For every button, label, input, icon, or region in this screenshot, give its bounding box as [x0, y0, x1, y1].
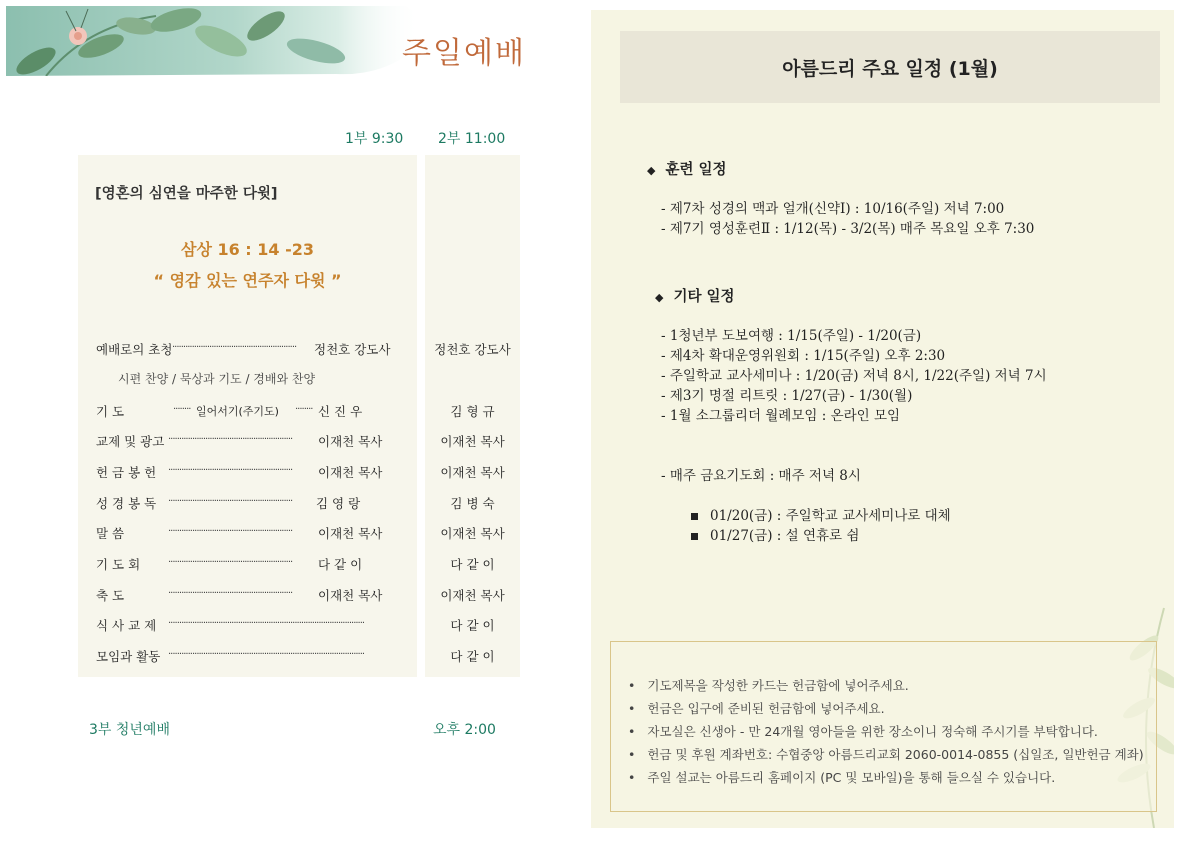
dot-leader: ·························································································· [168, 649, 365, 660]
training-item: - 제7차 성경의 맥과 얼개(신약Ⅰ) : 10/16(주일) 저녁 7:00 [661, 201, 1005, 217]
order-label: 축 도 [96, 588, 125, 603]
notice-item: • 기도제목을 작성한 카드는 헌금함에 넣어주세요. [628, 674, 1144, 697]
friday-sub-text: 01/27(금) : 설 연휴로 쉼 [710, 528, 860, 544]
banner-title: 주일예배 [402, 36, 526, 71]
notice-item: • 주일 설교는 아름드리 홈페이지 (PC 및 모바일)을 통해 들으실 수 있습니다. [628, 766, 1144, 789]
order-label: 헌 금 봉 헌 [96, 465, 157, 480]
diamond-bullet-icon: ◆ [647, 164, 656, 177]
other-heading-label: 기타 일정 [673, 289, 735, 305]
square-bullet-icon [691, 513, 698, 520]
schedule-page [591, 10, 1174, 828]
friday-sub-text: 01/20(금) : 주일학교 교사세미나로 대체 [710, 508, 951, 524]
notice-list [628, 674, 1144, 789]
dot-leader: ························································· [168, 557, 293, 568]
dot-leader: ········ [295, 404, 313, 415]
banner [6, 6, 526, 76]
order-label: 교제 및 광고 [96, 434, 165, 449]
other-heading [655, 285, 735, 306]
order-second-leader: 김 병 숙 [450, 496, 495, 511]
order-second-leader: 다 같 이 [450, 618, 495, 633]
order-label: 기 도 [96, 404, 125, 419]
order-label: 성 경 봉 독 [96, 496, 157, 511]
order-second-leader: 정천호 강도사 [434, 342, 511, 357]
first-service-time: 1부 9:30 [345, 131, 404, 147]
order-first-leader: 김 영 랑 [316, 496, 361, 511]
friday-prayer: - 매주 금요기도회 : 매주 저녁 8시 [661, 468, 861, 484]
order-second-leader: 이재천 목사 [440, 434, 505, 449]
order-label: 모임과 활동 [96, 649, 161, 664]
order-first-leader: 이재천 목사 [318, 588, 383, 603]
dot-leader: ························································· [168, 588, 293, 599]
dot-leader: ························································· [168, 465, 293, 476]
other-item: - 제3기 명절 리트릿 : 1/27(금) - 1/30(월) [661, 388, 913, 404]
other-item: - 1청년부 도보여행 : 1/15(주일) - 1/20(금) [661, 328, 922, 344]
order-first-leader: 이재천 목사 [318, 434, 383, 449]
training-heading [647, 158, 727, 179]
order-first-leader: 신 진 우 [318, 404, 363, 419]
dot-leader: ························································· [172, 342, 297, 353]
order-first-leader: 정천호 강도사 [314, 342, 391, 357]
order-second-leader: 다 같 이 [450, 557, 495, 572]
training-heading-label: 훈련 일정 [665, 162, 727, 178]
dot-leader: ························································· [168, 526, 293, 537]
order-first-leader: 이재천 목사 [318, 465, 383, 480]
sermon-scripture: 삼상 16 : 14 -23 [180, 240, 315, 259]
notice-box [610, 641, 1157, 812]
order-second-leader: 다 같 이 [450, 649, 495, 664]
order-label: 식 사 교 제 [96, 618, 157, 633]
other-item: - 주일학교 교사세미나 : 1/20(금) 저녁 8시, 1/22(주일) 저녁 7시 [661, 368, 1047, 384]
dot-leader: ·························································································· [168, 618, 365, 629]
diamond-bullet-icon: ◆ [655, 291, 664, 304]
dot-leader: ························································· [168, 434, 293, 445]
order-second-leader: 이재천 목사 [440, 526, 505, 541]
dot-leader: ········ [173, 404, 191, 415]
training-item: - 제7기 영성훈련Ⅱ : 1/12(목) - 3/2(목) 매주 목요일 오후 7:30 [661, 221, 1035, 237]
order-label: 기 도 회 [96, 557, 141, 572]
worship-sub-note: 시편 찬양 / 묵상과 기도 / 경배와 찬양 [118, 372, 316, 386]
youth-service-label: 3부 청년예배 [89, 722, 170, 738]
square-bullet-icon [691, 533, 698, 540]
notice-item: • 자모실은 신생아 - 만 24개월 영아들을 위한 장소이니 정숙해 주시기를 부탁합니다. [628, 720, 1144, 743]
order-first-leader: 이재천 목사 [318, 526, 383, 541]
order-second-leader: 이재천 목사 [440, 465, 505, 480]
youth-service-time: 오후 2:00 [433, 722, 496, 738]
friday-sub-item [691, 504, 951, 524]
sermon-title: [영혼의 심연을 마주한 다윗] [95, 186, 278, 202]
order-mid-note: 일어서기(주기도) [196, 405, 279, 418]
schedule-header [620, 31, 1160, 103]
order-second-leader: 김 형 규 [450, 404, 495, 419]
notice-item: • 헌금 및 후원 계좌번호: 수협중앙 아름드리교회 2060-0014-0855 (십일조, 일반헌금 계좌) [628, 743, 1144, 766]
order-label: 예배로의 초청 [96, 342, 173, 357]
notice-item: • 헌금은 입구에 준비된 헌금함에 넣어주세요. [628, 697, 1144, 720]
order-first-leader: 다 같 이 [318, 557, 363, 572]
other-item: - 제4차 확대운영위원회 : 1/15(주일) 오후 2:30 [661, 348, 946, 364]
order-label: 말 씀 [96, 526, 125, 541]
other-item: - 1월 소그룹리더 월례모임 : 온라인 모임 [661, 408, 901, 424]
second-service-time: 2부 11:00 [438, 131, 506, 147]
order-second-leader: 이재천 목사 [440, 588, 505, 603]
sermon-subtitle: “ 영감 있는 연주자 다윗 ” [153, 271, 342, 290]
schedule-title: 아름드리 주요 일정 (1월) [782, 58, 998, 80]
dot-leader: ························································· [168, 496, 293, 507]
friday-sub-item [691, 524, 859, 544]
